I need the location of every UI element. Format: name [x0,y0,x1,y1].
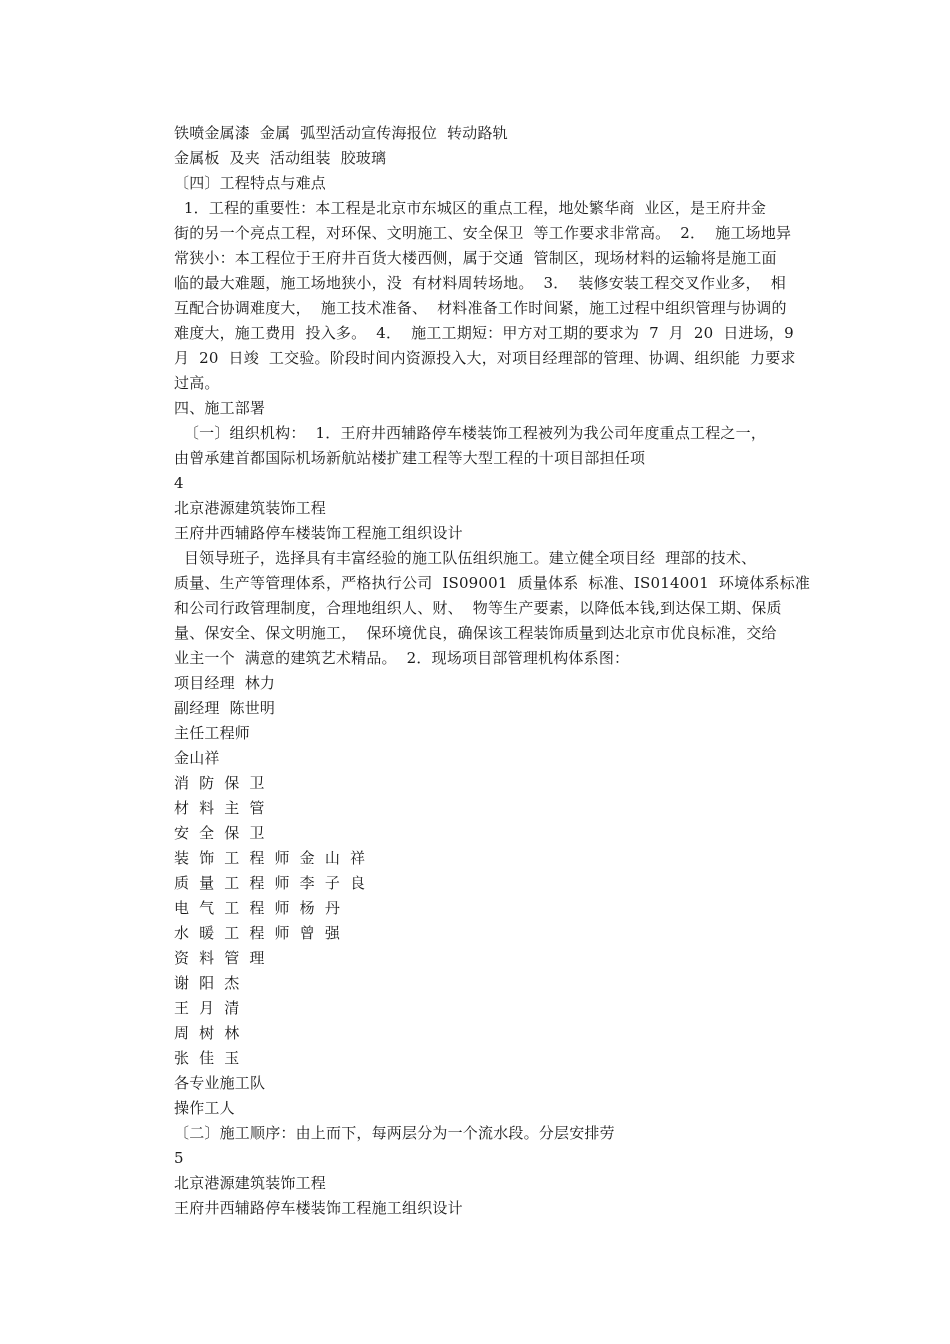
page-number: 5 [174,1149,184,1167]
org-chart-item: 装 饰 工 程 师 金 山 祥 [174,849,366,867]
running-header-company: 北京港源建筑装饰工程 [174,499,327,517]
running-header-title: 王府井西辅路停车楼装饰工程施工组织设计 [174,1199,463,1217]
org-chart-item: 谢 阳 杰 [174,974,240,992]
org-chart-item: 水 暖 工 程 师 曾 强 [174,924,341,942]
subsection-heading-features: 〔四〕工程特点与难点 [174,174,327,192]
paragraph-line: 月 20 日竣 工交验。阶段时间内资源投入大，对项目经理部的管理、协调、组织能 力要求 [174,349,796,367]
paragraph-line: 〔一〕组织机构： 1．王府井西辅路停车楼装饰工程被列为我公司年度重点工程之一， [174,424,767,442]
paragraph-line: 临的最大难题，施工场地狭小，没 有材料周转场地。 3． 装修安装工程交叉作业多， 相 [174,274,786,292]
paragraph-line: 由曾承建首都国际机场新航站楼扩建工程等大型工程的十项目部担任项 [174,449,646,467]
org-chart-item: 张 佳 玉 [174,1049,240,1067]
org-chart-item: 操作工人 [174,1099,235,1117]
org-chart-item: 项目经理 林力 [174,674,276,692]
org-chart-item: 消 防 保 卫 [174,774,265,792]
paragraph-line: 量、保安全、保文明施工， 保环境优良，确保该工程装饰质量到达北京市优良标准，交给 [174,624,777,642]
paragraph-line: 难度大，施工费用 投入多。 4． 施工工期短：甲方对工期的要求为 7 月 20 日进场，9 [174,324,794,342]
running-header-title: 王府井西辅路停车楼装饰工程施工组织设计 [174,524,463,542]
paragraph-line: 互配合协调难度大， 施工技术准备、 材料准备工作时间紧，施工过程中组织管理与协调的 [174,299,787,317]
org-chart-item: 各专业施工队 [174,1074,266,1092]
paragraph-line: 业主一个 满意的建筑艺术精品。 2．现场项目部管理机构体系图： [174,649,630,667]
paragraph-line: 1．工程的重要性：本工程是北京市东城区的重点工程，地处繁华商 业区，是王府井金 [174,199,767,217]
org-chart-list [174,671,812,1121]
org-chart-item: 安 全 保 卫 [174,824,265,842]
paragraph-construction-sequence: 〔二〕施工顺序：由上而下，每两层分为一个流水段。分层安排劳 [174,1124,615,1142]
material-line-2: 金属板 及夹 活动组装 胶玻璃 [174,149,387,167]
paragraph-line: 常狭小：本工程位于王府井百货大楼西侧，属于交通 管制区，现场材料的运输将是施工面 [174,249,777,267]
org-chart-item: 材 料 主 管 [174,799,265,817]
paragraph-organization [174,421,812,471]
material-line-1: 铁喷金属漆 金属 弧型活动宣传海报位 转动路轨 [174,124,508,142]
section-heading-deployment: 四、施工部署 [174,399,266,417]
paragraph-line: 目领导班子，选择具有丰富经验的施工队伍组织施工。建立健全项目经 理部的技术、 [174,549,757,567]
running-header-company: 北京港源建筑装饰工程 [174,1174,327,1192]
org-chart-item: 金山祥 [174,749,220,767]
org-chart-item: 主任工程师 [174,724,251,742]
org-chart-item: 副经理 陈世明 [174,699,276,717]
page-number: 4 [174,474,184,492]
org-chart-item: 电 气 工 程 师 杨 丹 [174,899,341,917]
org-chart-item: 周 树 林 [174,1024,240,1042]
paragraph-management [174,546,812,671]
org-chart-item: 资 料 管 理 [174,949,265,967]
document-body [174,121,812,1221]
paragraph-line: 和公司行政管理制度，合理地组织人、财、 物等生产要素，以降低本钱,到达保工期、保质 [174,599,782,617]
paragraph-line: 街的另一个亮点工程，对环保、文明施工、安全保卫 等工作要求非常高。 2． 施工场地异 [174,224,792,242]
paragraph-line: 过高。 [174,374,220,392]
org-chart-item: 王 月 清 [174,999,240,1017]
org-chart-item: 质 量 工 程 师 李 子 良 [174,874,366,892]
paragraph-line: 质量、生产等管理体系，严格执行公司 IS09001 质量体系 标准、IS014001 环境体系标准 [174,574,811,592]
paragraph-features [174,196,812,396]
